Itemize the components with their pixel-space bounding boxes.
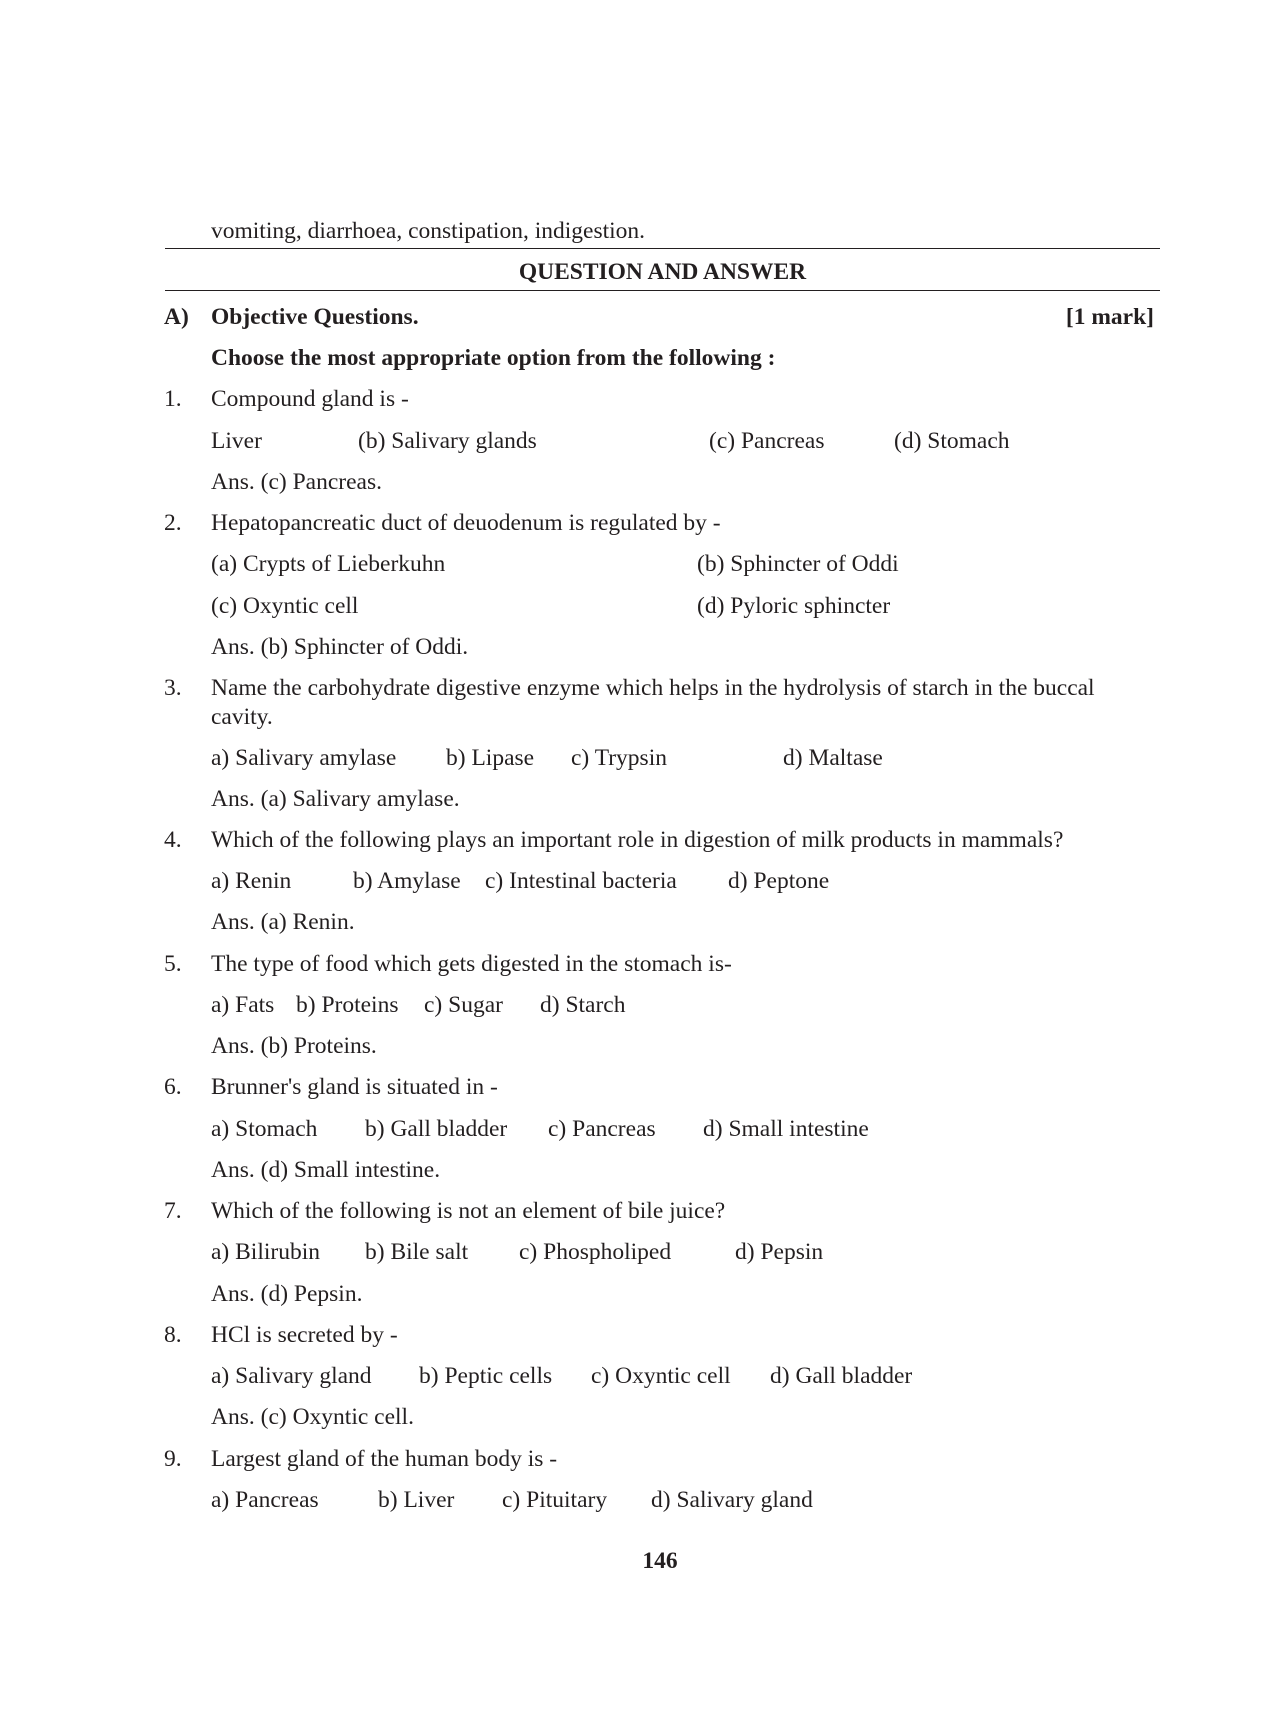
- option: d) Gall bladder: [770, 1363, 913, 1389]
- question-text: Brunner's gland is situated in -: [211, 1074, 498, 1100]
- option: b) Liver: [378, 1487, 455, 1513]
- option: a) Renin: [211, 868, 292, 894]
- option: a) Fats: [211, 992, 275, 1018]
- answer: Ans. (d) Small intestine.: [211, 1157, 441, 1183]
- option: b) Gall bladder: [365, 1116, 508, 1142]
- option: c) Sugar: [424, 992, 503, 1018]
- option: a) Salivary gland: [211, 1363, 372, 1389]
- option: c) Intestinal bacteria: [485, 868, 677, 894]
- option: d) Small intestine: [703, 1116, 869, 1142]
- question-number: 9.: [164, 1446, 182, 1472]
- option: c) Oxyntic cell: [591, 1363, 731, 1389]
- section-heading: Objective Questions.: [211, 304, 419, 330]
- option: Liver: [211, 428, 262, 454]
- question-text: Hepatopancreatic duct of deuodenum is regulated by -: [211, 510, 721, 536]
- question-number: 7.: [164, 1198, 182, 1224]
- option: c) Pancreas: [548, 1116, 656, 1142]
- option: d) Salivary gland: [651, 1487, 813, 1513]
- option: a) Salivary amylase: [211, 745, 397, 771]
- option: (c) Pancreas: [709, 428, 825, 454]
- option: d) Maltase: [783, 745, 883, 771]
- option: (b) Sphincter of Oddi: [697, 551, 899, 577]
- question-text: Compound gland is -: [211, 386, 409, 412]
- option: c) Pituitary: [502, 1487, 608, 1513]
- page-number: 146: [642, 1548, 678, 1574]
- question-number: 1.: [164, 386, 182, 412]
- question-number: 4.: [164, 827, 182, 853]
- option: (c) Oxyntic cell: [211, 593, 359, 619]
- question-text: Which of the following is not an element of bile juice?: [211, 1198, 726, 1224]
- marks-label: [1 mark]: [1065, 304, 1154, 330]
- question-number: 6.: [164, 1074, 182, 1100]
- option: b) Peptic cells: [419, 1363, 553, 1389]
- answer: Ans. (b) Sphincter of Oddi.: [211, 634, 469, 660]
- question-text: Name the carbohydrate digestive enzyme which helps in the hydrolysis of starch in the buccal: [211, 675, 1095, 701]
- option: c) Trypsin: [571, 745, 667, 771]
- answer: Ans. (a) Renin.: [211, 909, 355, 935]
- option: d) Peptone: [728, 868, 830, 894]
- question-text: HCl is secreted by -: [211, 1322, 398, 1348]
- section-title: QUESTION AND ANSWER: [518, 259, 807, 285]
- option: b) Lipase: [446, 745, 535, 771]
- option: b) Proteins: [296, 992, 399, 1018]
- question-text: The type of food which gets digested in the stomach is-: [211, 951, 732, 977]
- option: d) Starch: [540, 992, 626, 1018]
- answer: Ans. (a) Salivary amylase.: [211, 786, 460, 812]
- option: b) Amylase: [353, 868, 461, 894]
- option: (b) Salivary glands: [358, 428, 537, 454]
- option: (a) Crypts of Lieberkuhn: [211, 551, 446, 577]
- option: a) Stomach: [211, 1116, 318, 1142]
- question-text: Largest gland of the human body is -: [211, 1446, 558, 1472]
- answer: Ans. (c) Pancreas.: [211, 469, 382, 495]
- divider-top: [165, 248, 1160, 249]
- option: c) Phospholiped: [519, 1239, 672, 1265]
- option: (d) Pyloric sphincter: [697, 593, 891, 619]
- question-text: Which of the following plays an important role in digestion of milk products in mammals?: [211, 827, 1064, 853]
- question-number: 5.: [164, 951, 182, 977]
- option: (d) Stomach: [894, 428, 1010, 454]
- question-number: 8.: [164, 1322, 182, 1348]
- question-text-continued: cavity.: [211, 704, 273, 730]
- question-number: 3.: [164, 675, 182, 701]
- option: a) Pancreas: [211, 1487, 319, 1513]
- option: b) Bile salt: [365, 1239, 469, 1265]
- answer: Ans. (c) Oxyntic cell.: [211, 1404, 414, 1430]
- instruction: Choose the most appropriate option from the following :: [211, 345, 776, 371]
- option: a) Bilirubin: [211, 1239, 320, 1265]
- answer: Ans. (d) Pepsin.: [211, 1281, 363, 1307]
- divider-bottom: [165, 290, 1160, 291]
- intro-line: vomiting, diarrhoea, constipation, indigestion.: [211, 218, 646, 244]
- question-number: 2.: [164, 510, 182, 536]
- answer: Ans. (b) Proteins.: [211, 1033, 377, 1059]
- option: d) Pepsin: [735, 1239, 824, 1265]
- section-label: A): [164, 304, 189, 330]
